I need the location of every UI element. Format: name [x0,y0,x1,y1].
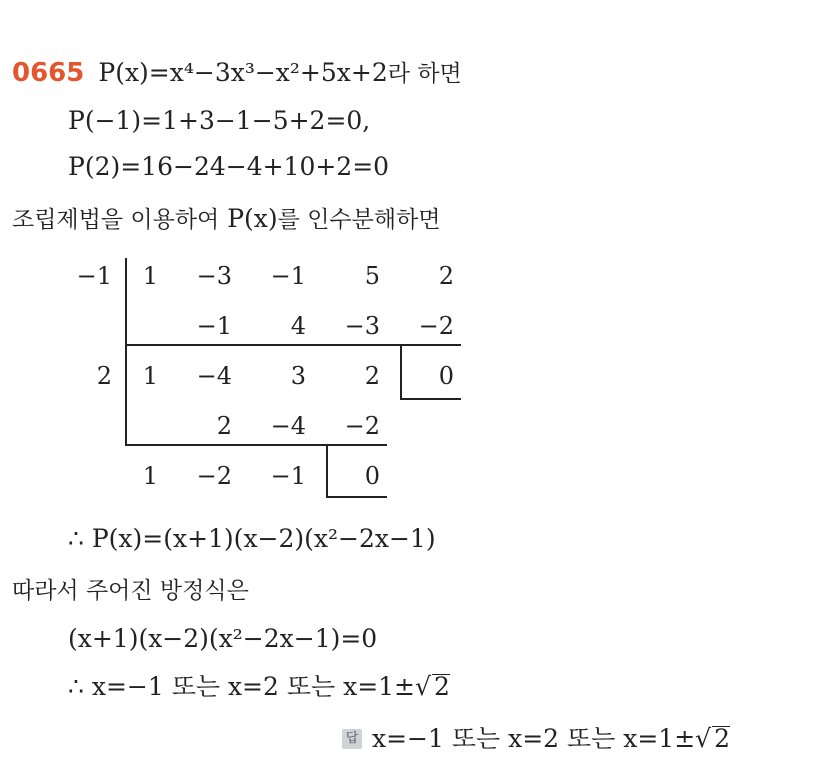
row1-cell: 2 [438,262,454,290]
division-rule-1 [125,344,461,346]
row1-cell: −1 [270,262,306,290]
division-bar-2 [125,346,127,444]
row4-cell: 2 [216,412,232,440]
factored-result: ∴ P(x)=(x+1)(x−2)(x²−2x−1) [68,524,436,553]
remainder-box-1-side [400,346,402,398]
row5-cell: −1 [270,462,306,490]
equation-intro: 따라서 주어진 방정식은 [12,578,249,604]
equation: (x+1)(x−2)(x²−2x−1)=0 [68,624,378,653]
row3-cell: 1 [142,362,158,390]
remainder-1: 0 [438,362,454,390]
row1-cell: −3 [196,262,232,290]
division-bar-1 [125,258,127,344]
row4-cell: −4 [270,412,306,440]
answer-radicand: 2 [714,724,730,753]
row3-cell: 3 [290,362,306,390]
row3-cell: −4 [196,362,232,390]
remainder-box-2-side [326,446,328,496]
remainder-box-2-bottom [326,496,387,498]
problem-number: 0665 [12,58,85,88]
factor-intro-pre: 조립제법을 이용하여 [12,207,220,233]
divisor-2: 2 [96,362,112,390]
answer [342,724,730,754]
evaluation-p-minus-1: P(−1)=1+3−1−5+2=0, [68,106,371,135]
row5-cell: −2 [196,462,232,490]
row2-cell: 4 [290,312,306,340]
solution-radicand: 2 [433,672,450,701]
remainder-box-1-bottom [400,398,461,400]
divisor-1: −1 [76,262,112,290]
answer-icon: 답 [342,729,362,749]
solution-prefix: ∴ x=−1 또는 x=2 또는 x=1± [68,672,415,701]
row3-cell: 2 [364,362,380,390]
factor-intro [12,204,441,235]
row2-cell: −3 [344,312,380,340]
row2-cell: −1 [196,312,232,340]
factor-intro-post: 를 인수분해하면 [277,207,441,233]
row2-cell: −2 [418,312,454,340]
evaluation-p-2: P(2)=16−24−4+10+2=0 [68,152,390,181]
factor-intro-math: P(x) [227,204,278,233]
row1-cell: 1 [142,262,158,290]
solution [68,672,450,702]
row1-cell: 5 [364,262,380,290]
sqrt-symbol: √ [415,672,431,701]
answer-prefix: x=−1 또는 x=2 또는 x=1± [372,724,696,753]
row5-cell: 1 [142,462,158,490]
division-rule-2 [125,444,387,446]
polynomial-definition: P(x)=x⁴−3x³−x²+5x+2 [98,58,388,87]
remainder-2: 0 [364,462,380,490]
problem-suffix: 라 하면 [387,61,462,87]
problem-line [12,58,462,89]
row4-cell: −2 [344,412,380,440]
sqrt-symbol: √ [695,724,712,753]
